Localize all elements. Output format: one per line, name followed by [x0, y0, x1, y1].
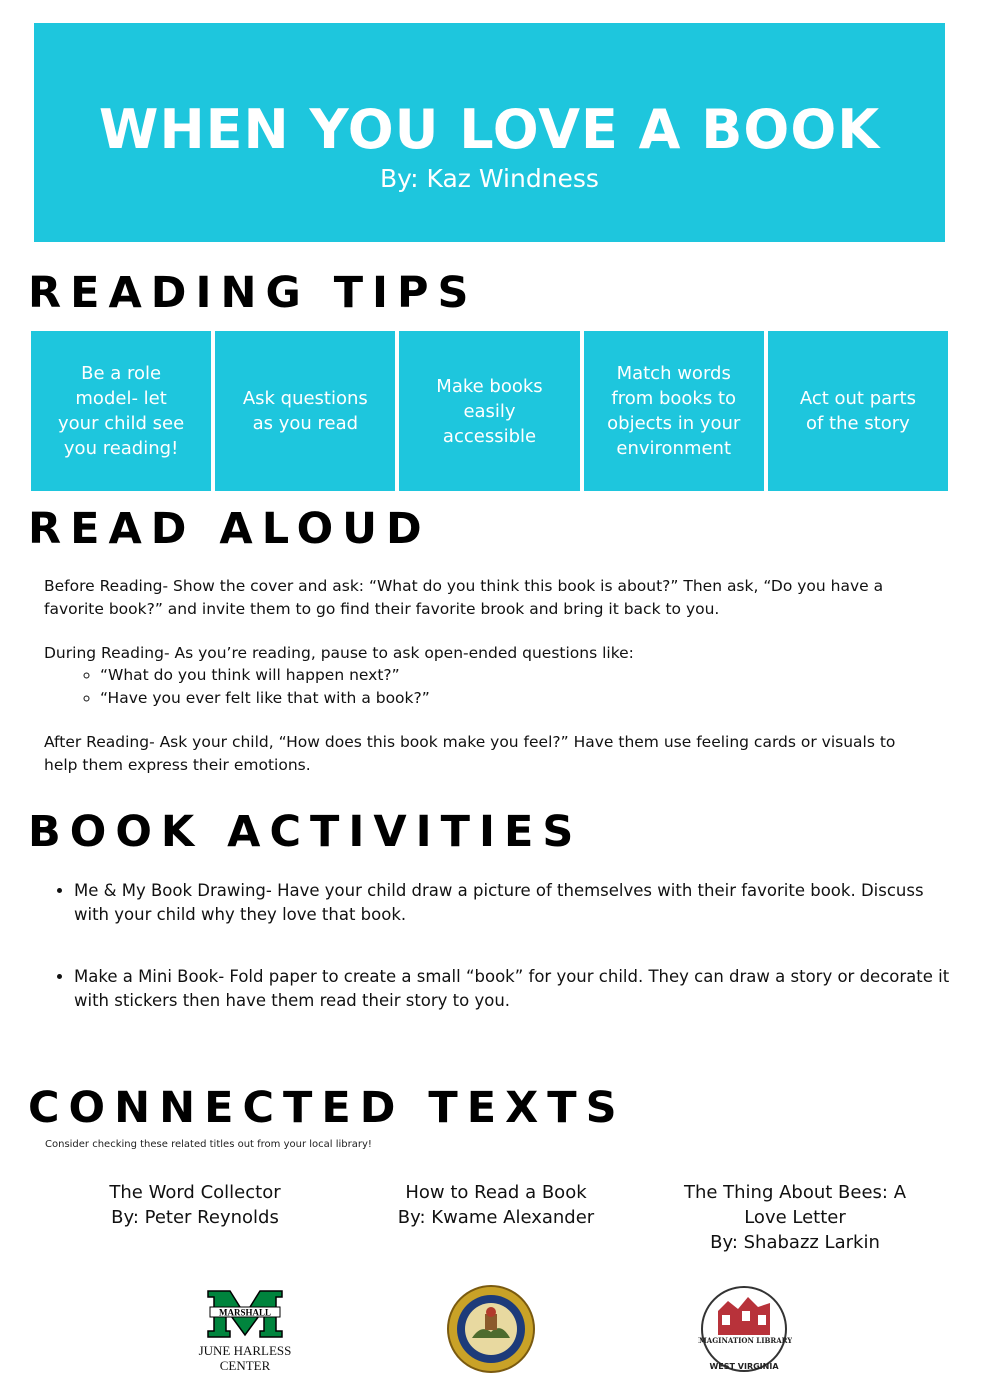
book-author: By: Shabazz Larkin: [710, 1232, 880, 1253]
book-item: [366, 1180, 626, 1230]
imagination-library-logo-icon: [698, 1285, 792, 1377]
book-title: The Thing About Bees: A Love Letter: [683, 1182, 907, 1228]
reading-tips-heading: READING TIPS: [28, 268, 478, 318]
book-title: The Word Collector: [109, 1182, 281, 1203]
activity-list: [48, 965, 954, 1013]
reading-tips-row: [31, 331, 948, 491]
list-item: ◦ “Have you ever felt like that with a book?”: [100, 687, 430, 710]
book-activities-heading: BOOK ACTIVITIES: [28, 807, 583, 857]
tip-card: Ask questions as you read: [215, 331, 395, 491]
page-title: WHEN YOU LOVE A BOOK: [98, 98, 881, 161]
before-reading-text: Before Reading- Show the cover and ask: “What do you think this book is about?” Then ask, “Do you have a favorite book?” and invite them to go find their favorite brook and bring it back to you.: [44, 577, 884, 618]
activity-list: [48, 879, 954, 927]
tip-card: Be a role model- let your child see you reading!: [31, 331, 211, 491]
book-item: [665, 1180, 925, 1255]
wv-doe-seal: [446, 1284, 536, 1374]
imagination-top-text: Dolly Parton's: [719, 1327, 769, 1335]
during-reading-text: During Reading- As you’re reading, pause to ask open-ended questions like:: [44, 644, 634, 662]
imagination-bottom-text: WEST VIRGINIA: [709, 1362, 779, 1371]
after-reading-text: After Reading- Ask your child, “How does this book make you feel?” Have them use feeling cards or visuals to help them express their emotions.: [44, 733, 896, 774]
book-author: By: Kwame Alexander: [397, 1207, 595, 1228]
marshall-line-1: JUNE HARLESS: [198, 1343, 292, 1358]
book-author: By: Peter Reynolds: [111, 1207, 279, 1228]
book-title: How to Read a Book: [405, 1182, 587, 1203]
marshall-line-2: CENTER: [219, 1358, 271, 1373]
connected-texts-heading: CONNECTED TEXTS: [28, 1083, 626, 1133]
read-aloud-heading: READ ALOUD: [28, 504, 431, 554]
list-item: • Make a Mini Book- Fold paper to create a small “book” for your child. They can draw a story or decorate it with stickers then have them read their story to you.: [74, 965, 954, 1013]
title-banner: [34, 23, 945, 242]
page-author: By: Kaz Windness: [380, 164, 599, 193]
marshall-logo: [190, 1285, 300, 1375]
tip-card: Match words from books to objects in your environment: [584, 331, 764, 491]
marshall-m-logo-icon: [190, 1285, 300, 1375]
library-note: Consider checking these related titles out from your local library!: [45, 1139, 372, 1150]
wv-department-of-education-seal-icon: [446, 1284, 536, 1374]
book-item: [65, 1180, 325, 1230]
imagination-main-text: IMAGINATION LIBRARY: [698, 1336, 792, 1345]
list-item: • Me & My Book Drawing- Have your child draw a picture of themselves with their favorite book. Discuss with your child why they love that book.: [74, 879, 954, 927]
list-item: ◦ “What do you think will happen next?”: [100, 664, 430, 687]
tip-card: Act out parts of the story: [768, 331, 948, 491]
tip-card: Make books easily accessible: [399, 331, 579, 491]
imagination-library-logo: [698, 1285, 792, 1377]
marshall-wordmark: MARSHALL: [218, 1307, 272, 1318]
during-questions-list: [74, 664, 430, 709]
